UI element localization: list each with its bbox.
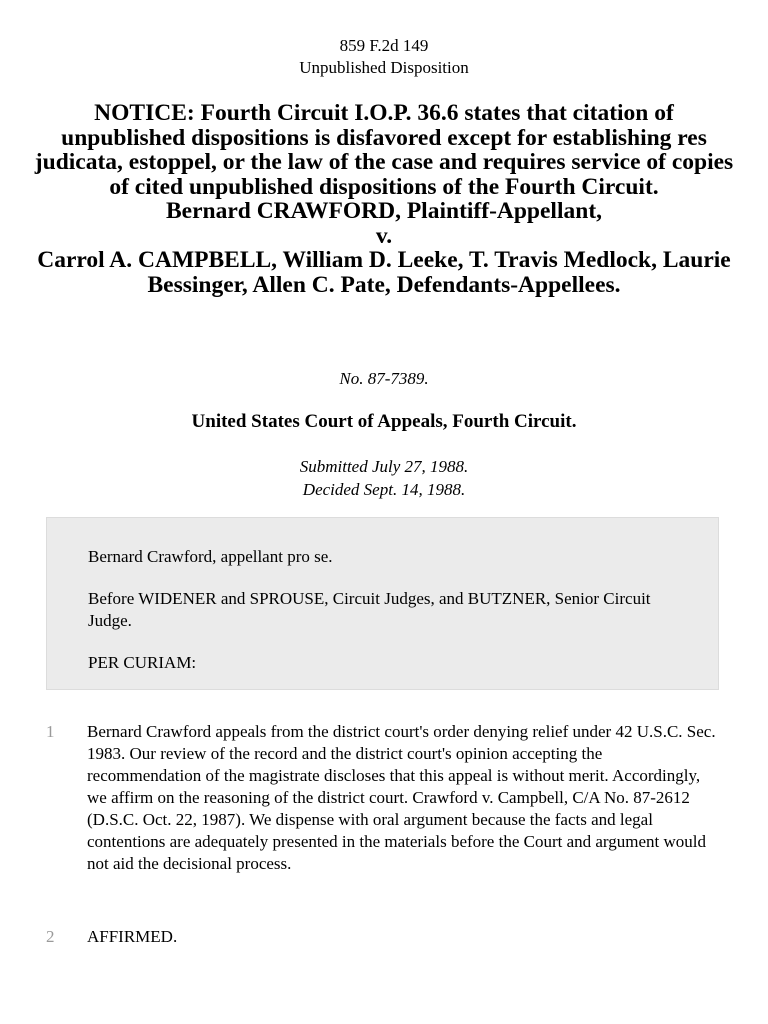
notice-text: NOTICE: Fourth Circuit I.O.P. 36.6 states that citation of unpublished dispositions is disfavored except for establishing res judicata, estoppel, or the law of the case and requires service of copies of cited unpublished dispositions of the Fourth Circuit. <box>34 100 734 200</box>
paragraph-text: Bernard Crawford appeals from the district court's order denying relief under 42 U.S.C. Sec. 1983. Our review of the record and the district court's opinion accepting the recommendation of the magistrate discloses that this appeal is without merit. Accordingly, we affirm on the reasoning of the district court. Crawford v. Campbell, C/A No. 87-2612 (D.S.C. Oct. 22, 1987). We dispense with oral argument because the facts and legal contentions are adequately presented in the materials before the Court and argument would not aid the decisional process. <box>87 722 716 873</box>
counsel-panel-box <box>46 517 719 690</box>
case-title <box>30 101 738 297</box>
decision-dates <box>0 455 768 501</box>
plaintiff-name: Bernard CRAWFORD, Plaintiff-Appellant, <box>165 198 603 224</box>
versus-text: v. <box>375 222 393 249</box>
docket-number: No. 87-7389. <box>339 369 429 388</box>
per-curiam-line: PER CURIAM: <box>88 653 197 672</box>
decided-date: Decided Sept. 14, 1988. <box>302 480 466 499</box>
panel-line: Before WIDENER and SPROUSE, Circuit Judges, and BUTZNER, Senior Circuit Judge. <box>88 589 651 630</box>
paragraph-number: 1 <box>46 722 55 741</box>
paragraph-number: 2 <box>46 927 55 946</box>
submitted-date: Submitted July 27, 1988. <box>299 457 469 476</box>
paragraph-text: AFFIRMED. <box>87 927 178 946</box>
court-name: United States Court of Appeals, Fourth Circuit. <box>191 411 577 432</box>
counsel-line: Bernard Crawford, appellant pro se. <box>88 547 333 566</box>
reporter-citation: 859 F.2d 149 <box>339 36 429 55</box>
case-citation-header <box>0 35 768 79</box>
disposition-label: Unpublished Disposition <box>299 58 469 77</box>
defendants-names: Carrol A. CAMPBELL, William D. Leeke, T. Travis Medlock, Laurie Bessinger, Allen C. Pate, Defendants-Appellees. <box>37 247 731 298</box>
